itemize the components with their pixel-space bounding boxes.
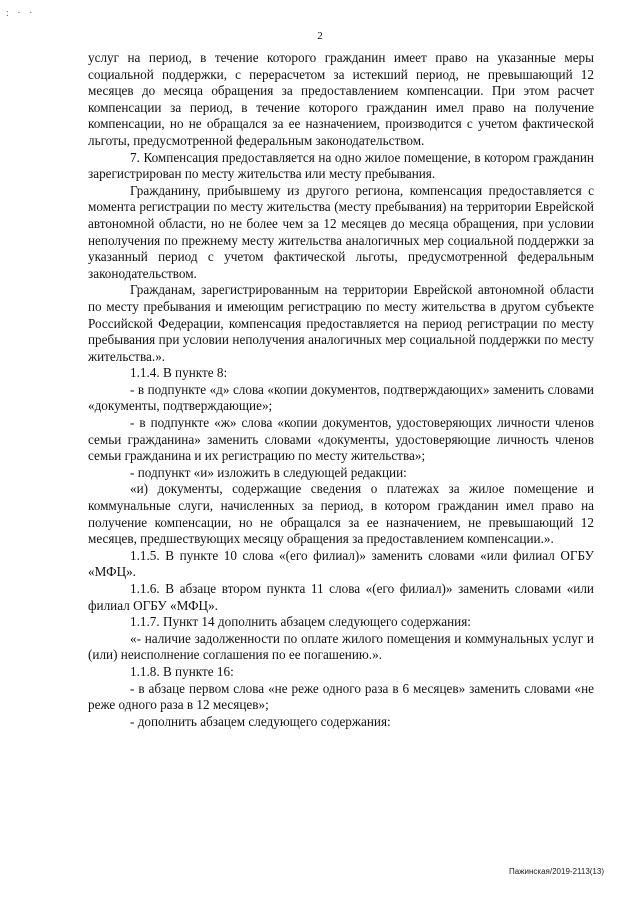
- paragraph: 1.1.4. В пункте 8:: [130, 365, 228, 381]
- margin-marks: : · ·: [6, 8, 36, 19]
- paragraph: 1.1.8. В пункте 16:: [130, 663, 234, 679]
- document-footer-code: Пажинская/2019-2113(13): [508, 867, 604, 876]
- page-number: 2: [317, 30, 323, 42]
- paragraph: - дополнить абзацем следующего содержания:: [130, 713, 391, 729]
- paragraph: Гражданам, зарегистрированным на территории Еврейской автономной области по месту пребывания и имеющим регистрацию по месту жительства в другом субъекте Российской Федерации, компенсация предоставляется на период регистрации по месту пребывания при условии неполучения аналогичных мер социальной поддержки по месту жительства.».: [88, 282, 594, 364]
- paragraph: «- наличие задолженности по оплате жилого помещения и коммунальных услуг и (или) неисполнение соглашения по ее погашению.».: [88, 630, 594, 663]
- paragraph: - подпункт «и» изложить в следующей редакции:: [130, 464, 407, 480]
- paragraph: - в абзаце первом слова «не реже одного раза в 6 месяцев» заменить словами «не реже одного раза в 12 месяцев»;: [88, 680, 594, 713]
- paragraph: 7. Компенсация предоставляется на одно жилое помещение, в котором гражданин зарегистрирован по месту жительства или месту пребывания.: [88, 149, 594, 182]
- paragraph: Гражданину, прибывшему из другого региона, компенсация предоставляется с момента регистрации по месту жительства (месту пребывания) на территории Еврейской автономной области, но не более чем за 12 месяцев до месяца обращения, при условии неполучения по прежнему месту жительства аналогичных мер социальной поддержки за указанный период с учетом фактической льготы, предусмотренной федеральным законодательством.: [88, 182, 594, 281]
- document-body: [88, 50, 594, 730]
- paragraph: - в подпункте «д» слова «копии документов, подтверждающих» заменить словами «документы, подтверждающие»;: [88, 381, 594, 414]
- paragraph: 1.1.7. Пункт 14 дополнить абзацем следующего содержания:: [130, 614, 471, 630]
- paragraph: 1.1.6. В абзаце втором пункта 11 слова «(его филиал)» заменить словами «или филиал ОГБУ «МФЦ».: [88, 581, 594, 613]
- paragraph: 1.1.5. В пункте 10 слова «(его филиал)» заменить словами «или филиал ОГБУ «МФЦ».: [88, 547, 594, 580]
- paragraph: «и) документы, содержащие сведения о платежах за жилое помещение и коммунальные слуги, начисленных за период, в котором гражданин имел право на получение компенсации, но не обращался за ее назначением, не превышающий 12 месяцев, предшествующих месяцу обращения за предоставлением компенсации.».: [88, 481, 594, 547]
- paragraph: услуг на период, в течение которого гражданин имеет право на указанные меры социальной поддержки, с перерасчетом за истекший период, не превышающий 12 месяцев до месяца обращения за предоставлением компенсации. При этом расчет компенсации за период, в течение которого гражданин имел право на получение компенсации, но не обращался за ее назначением, производится с учетом фактической льготы, предусмотренной федеральным законодательством.: [88, 50, 594, 148]
- paragraph: - в подпункте «ж» слова «копии документов, удостоверяющих личности членов семьи гражданина» заменить словами «документы, удостоверяющие личность членов семьи гражданина и их регистрацию по месту жительства»;: [88, 415, 594, 464]
